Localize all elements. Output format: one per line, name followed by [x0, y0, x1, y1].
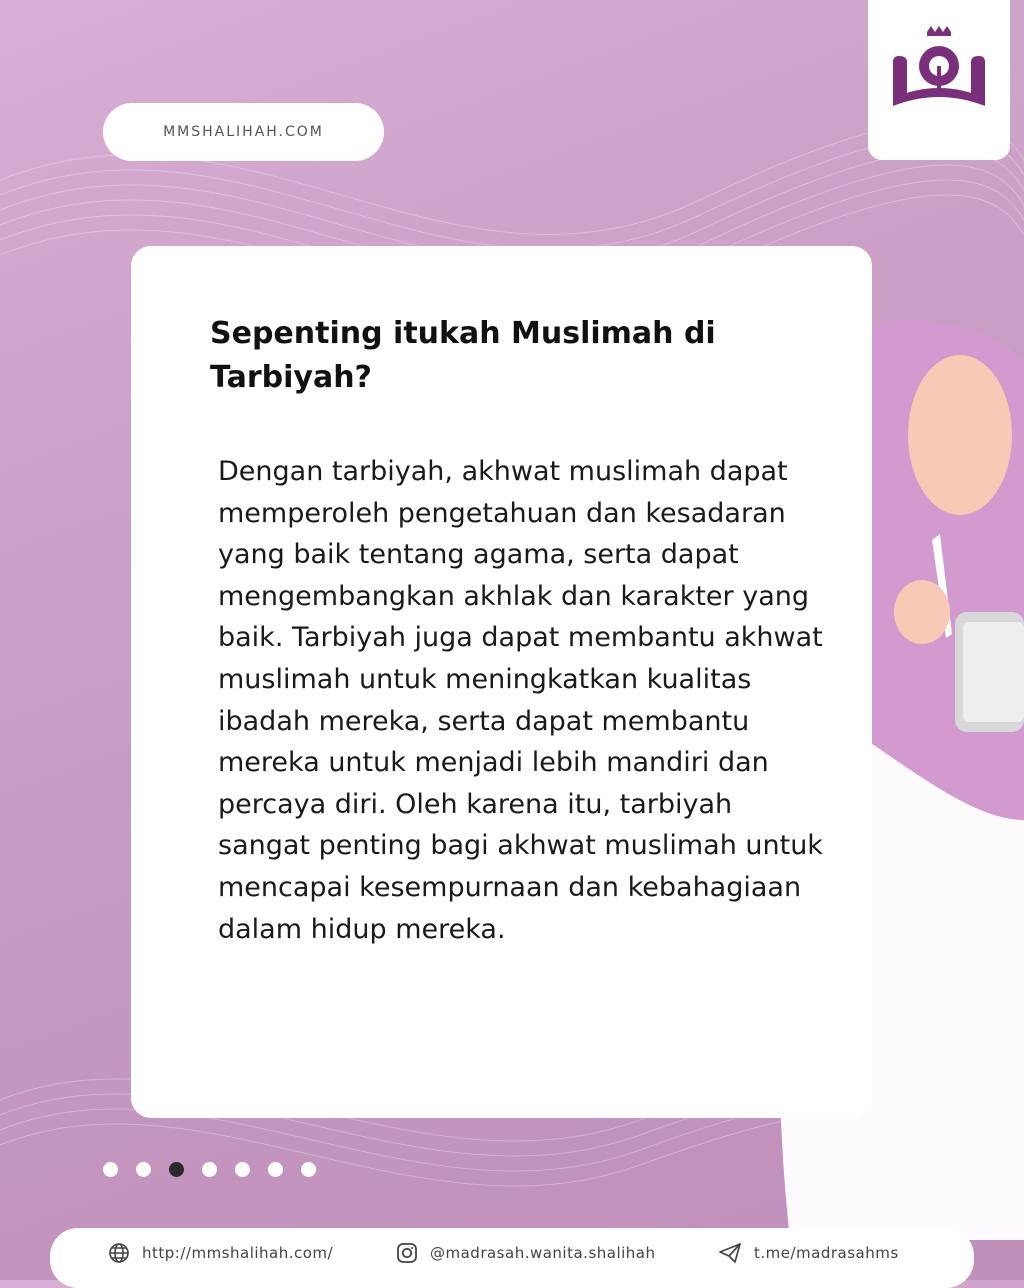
pagination-dot[interactable]	[103, 1162, 118, 1177]
globe-icon	[108, 1242, 130, 1264]
card-title: Sepenting itukah Muslimah di Tarbiyah?	[210, 316, 716, 395]
madrasah-logo-icon	[879, 26, 999, 116]
footer-website[interactable]	[108, 1242, 333, 1264]
footer-instagram-label: @madrasah.wanita.shalihah	[430, 1244, 656, 1262]
footer-telegram-label: t.me/madrasahms	[754, 1244, 899, 1262]
pagination-dots	[103, 1162, 316, 1177]
pagination-dot[interactable]	[235, 1162, 250, 1177]
pagination-dot[interactable]	[301, 1162, 316, 1177]
content-card	[131, 246, 872, 1118]
footer-telegram[interactable]	[718, 1242, 899, 1264]
logo-tab	[868, 0, 1010, 160]
site-label: MMSHALIHAH.COM	[163, 124, 324, 140]
pagination-dot[interactable]	[202, 1162, 217, 1177]
pagination-dot[interactable]	[169, 1162, 184, 1177]
pagination-dot[interactable]	[136, 1162, 151, 1177]
card-body-text: Dengan tarbiyah, akhwat muslimah dapat memperoleh pengetahuan dan kesadaran yang baik tentang agama, serta dapat mengembangkan akhlak dan karakter yang baik. Tarbiyah juga dapat membantu akhwat muslimah untuk meningkatkan kualitas ibadah mereka, serta dapat membantu mereka untuk menjadi lebih mandiri dan percaya diri. Oleh karena itu, tarbiyah sangat penting bagi akhwat muslimah untuk mencapai kesempurnaan dan kebahagiaan dalam hidup mereka.	[218, 456, 823, 945]
footer-bar	[50, 1228, 974, 1288]
footer-instagram[interactable]	[396, 1242, 656, 1264]
telegram-icon	[718, 1242, 742, 1264]
instagram-icon	[396, 1242, 418, 1264]
pagination-dot[interactable]	[268, 1162, 283, 1177]
site-label-pill	[103, 103, 384, 161]
footer-website-label: http://mmshalihah.com/	[142, 1244, 334, 1262]
